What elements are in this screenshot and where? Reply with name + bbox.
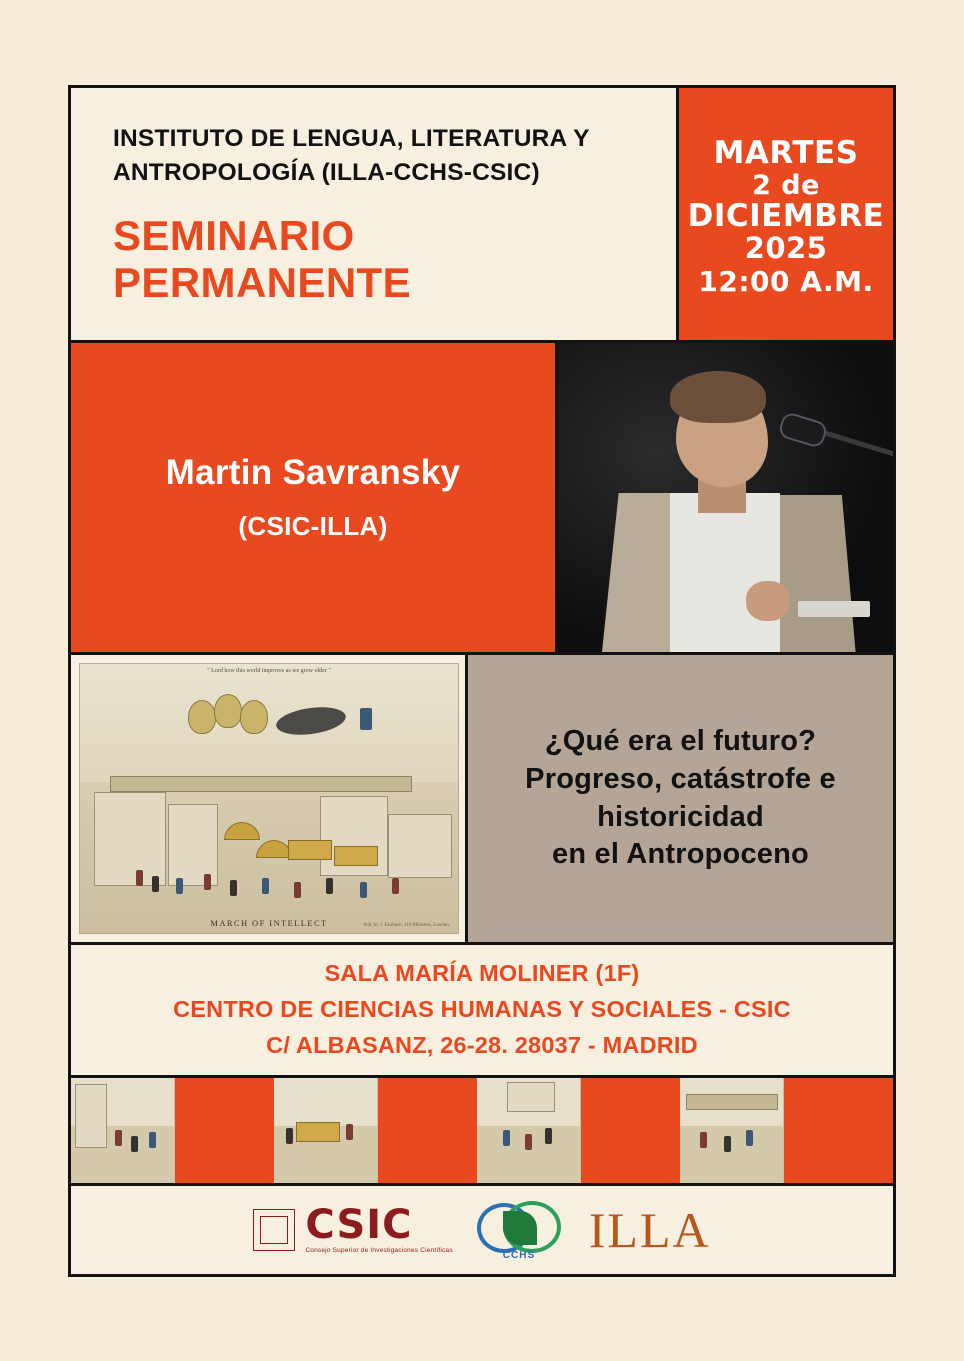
cchs-logo (475, 1199, 567, 1261)
date-weekday: MARTES (713, 135, 859, 172)
header-row (71, 88, 893, 343)
illustration-title-row (71, 655, 893, 945)
speaker-affiliation: (CSIC-ILLA) (238, 511, 388, 541)
litho-caption: MARCH OF INTELLECT (210, 918, 328, 928)
venue-room: SALA MARÍA MOLINER (1F) (324, 960, 640, 987)
crowd-figure (136, 870, 143, 886)
frame-building (507, 1082, 555, 1112)
lithograph-image (79, 663, 459, 934)
balloon-icon (240, 700, 268, 734)
crowd-figure (152, 876, 159, 892)
frame-figure (131, 1136, 138, 1152)
frame-tube (686, 1094, 778, 1110)
speaker-block (71, 343, 558, 655)
wagon (334, 846, 378, 866)
crowd-figure (262, 878, 269, 894)
cchs-wordmark: CCHS (502, 1250, 536, 1261)
photo-hand (746, 581, 790, 621)
frame-sky (274, 1078, 377, 1128)
series-title (113, 212, 648, 306)
talk-title-panel (468, 655, 893, 945)
series-title-line-2: PERMANENTE (113, 258, 412, 306)
cchs-leaf-icon (503, 1211, 537, 1245)
csic-logotype (305, 1202, 453, 1254)
filmstrip (71, 1078, 893, 1186)
venue-block (71, 945, 893, 1078)
crowd-figure (326, 878, 333, 894)
speaker-row (71, 343, 893, 655)
illustration-panel (71, 655, 468, 945)
speaker-name: Martin Savransky (165, 453, 461, 492)
crowd-figure (230, 880, 237, 896)
balloon-icon (214, 694, 242, 728)
frame-figure (503, 1130, 510, 1146)
frame-ground (680, 1126, 783, 1183)
header-institute-block (71, 88, 679, 343)
crowd-figure (204, 874, 211, 890)
filmstrip-frame (274, 1078, 378, 1183)
frame-building (75, 1084, 107, 1148)
series-title-line-1: SEMINARIO (113, 211, 355, 259)
date-time: 12:00 A.M. (698, 264, 874, 298)
balloon-icon (188, 700, 216, 734)
poster-frame (68, 85, 896, 1277)
litho-caption-small: Pub. by J. Fairburn, 110 Minories, London. (363, 923, 450, 928)
frame-figure (115, 1130, 122, 1146)
filmstrip-frame (71, 1078, 175, 1183)
logo-row (71, 1186, 893, 1274)
venue-center: CENTRO DE CIENCIAS HUMANAS Y SOCIALES - CSIC (173, 996, 791, 1023)
frame-figure (346, 1124, 353, 1140)
building (388, 814, 452, 878)
institute-line-1: INSTITUTO DE LENGUA, LITERATURA Y (113, 125, 590, 152)
talk-title-line-2: Progreso, catástrofe e (525, 762, 836, 795)
csic-mark-icon (253, 1209, 295, 1251)
frame-figure (525, 1134, 532, 1150)
litho-sky (80, 664, 458, 788)
photo-hair (670, 371, 766, 423)
talk-title (525, 723, 836, 874)
crowd-figure (294, 882, 301, 898)
speaker-photo (558, 343, 893, 655)
filmstrip-gap (378, 1078, 477, 1183)
frame-figure (545, 1128, 552, 1144)
talk-title-line-4: en el Antropoceno (552, 838, 809, 871)
building (94, 792, 166, 886)
venue-address: C/ ALBASANZ, 26-28. 28037 - MADRID (266, 1031, 698, 1058)
institute-line-2: ANTROPOLOGÍA (ILLA-CCHS-CSIC) (113, 158, 540, 186)
crowd-figure (392, 878, 399, 894)
frame-figure (286, 1128, 293, 1144)
photo-shirt (670, 493, 780, 653)
filmstrip-gap (784, 1078, 883, 1183)
date-day: 2 de (752, 169, 820, 201)
frame-figure (724, 1136, 731, 1152)
frame-figure (149, 1132, 156, 1148)
date-month: DICIEMBRE (687, 197, 885, 234)
frame-wagon (296, 1122, 340, 1142)
csic-logo (253, 1202, 453, 1254)
talk-title-line-1: ¿Qué era el futuro? (544, 725, 817, 758)
crowd-figure (176, 878, 183, 894)
csic-subtitle: Consejo Superior de Investigaciones Científicas (305, 1247, 453, 1254)
crowd-figure (360, 882, 367, 898)
filmstrip-gap (175, 1078, 274, 1183)
talk-title-line-3: historicidad (597, 800, 764, 833)
filmstrip-frame (477, 1078, 581, 1183)
csic-wordmark: CSIC (305, 1202, 413, 1248)
litho-caption-top: " Lord how this world improves as we grow older " (207, 668, 331, 674)
flying-figure (360, 708, 372, 730)
date-block (679, 88, 893, 343)
date-year: 2025 (744, 231, 828, 266)
frame-figure (700, 1132, 707, 1148)
vacuum-tube (110, 776, 412, 792)
filmstrip-gap (581, 1078, 680, 1183)
wagon (288, 840, 332, 860)
illa-wordmark: ILLA (588, 1202, 711, 1258)
frame-figure (746, 1130, 753, 1146)
filmstrip-frame (680, 1078, 784, 1183)
laptop-icon (798, 601, 870, 617)
